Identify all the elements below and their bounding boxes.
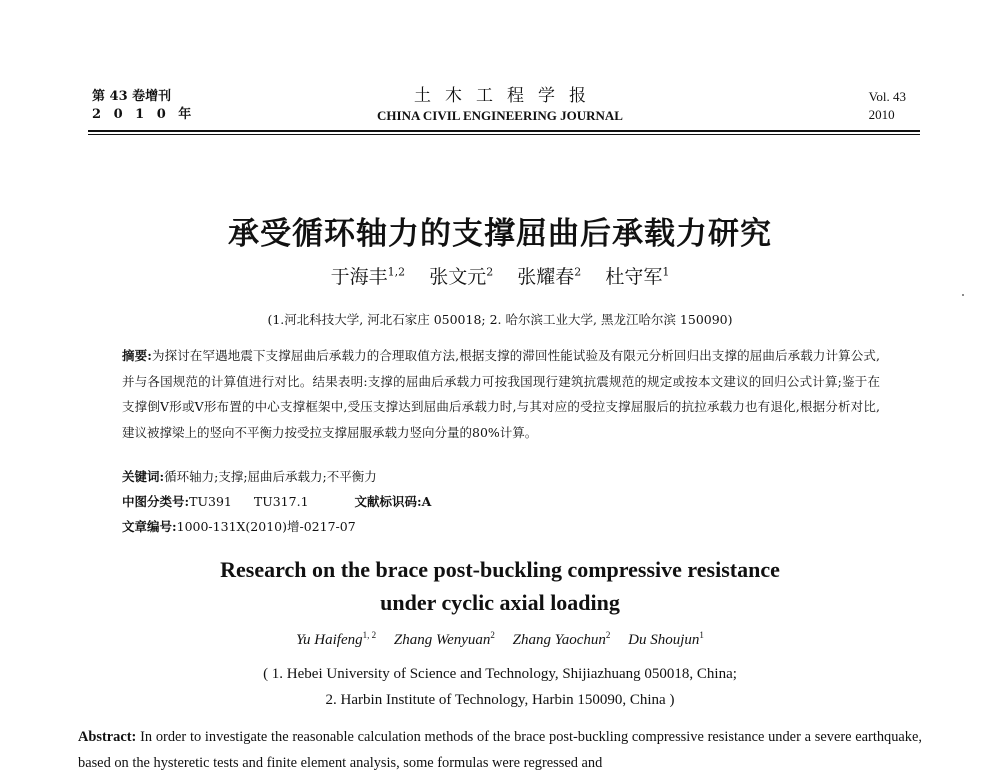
article-number-text: 1000-131X(2010)增-0217-07	[176, 519, 356, 534]
abstract-cn	[122, 343, 880, 445]
year-en: 2010	[868, 107, 895, 122]
keywords-label-cn: 关键词:	[122, 469, 165, 484]
abstract-label-en: Abstract:	[78, 729, 137, 745]
clc-label: 中图分类号:	[122, 494, 190, 509]
title-en-line1: Research on the brace post-buckling compressive resistance	[220, 557, 780, 582]
author-cn: 于海丰$^{1,2}$	[330, 265, 406, 288]
paper-title-cn: 承受循环轴力的支撑屈曲后承载力研究	[228, 216, 772, 252]
journal-name-en: CHINA CIVIL ENGINEERING JOURNAL	[377, 108, 623, 123]
doc-code: A	[421, 494, 432, 509]
keywords-text-cn: 循环轴力;支撑;屈曲后承载力;不平衡力	[164, 469, 377, 484]
header-rule-thick	[88, 130, 920, 132]
journal-issue-info	[92, 88, 195, 124]
author-cn: 杜守军$^1$	[605, 265, 670, 288]
clc-code-1: TU391	[189, 494, 232, 509]
keywords-cn	[122, 467, 377, 487]
scan-speck	[962, 294, 964, 296]
journal-name-cn: 土木工程学报	[414, 86, 600, 106]
doc-code-label: 文献标识码:	[354, 494, 422, 509]
affiliation-en-line2: 2. Harbin Institute of Technology, Harbin 150090, China )	[325, 692, 675, 708]
header-rule-thin	[88, 134, 920, 135]
affiliation-en-line1: ( 1. Hebei University of Science and Technology, Shijiazhuang 050018, China;	[263, 666, 737, 682]
abstract-en	[78, 724, 922, 776]
article-number-cn	[122, 517, 356, 537]
volume-en: Vol. 43	[868, 89, 906, 104]
author-cn: 张文元$^2$	[429, 265, 494, 288]
classification-cn	[122, 492, 431, 512]
issue-year-cn: 2 0 1 0 年	[92, 107, 196, 122]
clc-code-2: TU317.1	[253, 494, 309, 509]
authors-cn	[0, 262, 1000, 289]
abstract-text-en: In order to investigate the reasonable calculation methods of the brace post-buckling compressive resistance under a severe earthquake, based on the hysteretic tests and finite element analysis, some formulas were regressed and	[78, 729, 922, 771]
author-en: Zhang Wenyuan$^2$	[393, 630, 495, 648]
issue-volume-cn: 第 43 卷增刊	[92, 89, 172, 104]
abstract-label-cn: 摘要:	[122, 348, 152, 363]
author-en: Du Shoujun$^1$	[628, 630, 704, 648]
author-cn: 张耀春$^2$	[517, 265, 582, 288]
author-en: Yu Haifeng$^{1, 2}$	[296, 630, 377, 648]
journal-masthead	[330, 86, 670, 126]
author-en: Zhang Yaochun$^2$	[512, 630, 611, 648]
title-en-line2: under cyclic axial loading	[380, 590, 620, 615]
authors-en	[0, 630, 1000, 649]
abstract-text-cn: 为探讨在罕遇地震下支撑屈曲后承载力的合理取值方法,根据支撑的滞回性能试验及有限元分析回归出支撑的屈曲后承载力计算公式,并与各国规范的计算值进行对比。结果表明:支撑的屈曲后承载力可按我国现行建筑抗震规范的规定或按本文建议的回归公式计算;鉴于在支撑倒V形或V形布置的中心支撑框架中,受压支撑达到屈曲后承载力时,与其对应的受拉支撑屈服后的抗拉承载力也有退化,根据分析对比,建议被撑梁上的竖向不平衡力按受拉支撑屈服承载力竖向分量的80%计算。	[122, 348, 880, 440]
journal-volume-info	[869, 88, 906, 124]
affiliation-cn: (1.河北科技大学, 河北石家庄 050018; 2. 哈尔滨工业大学, 黑龙江哈尔滨 150090)	[267, 312, 733, 327]
article-number-label: 文章编号:	[122, 519, 177, 534]
affiliation-en	[0, 661, 1000, 713]
paper-title-en	[0, 553, 1000, 619]
